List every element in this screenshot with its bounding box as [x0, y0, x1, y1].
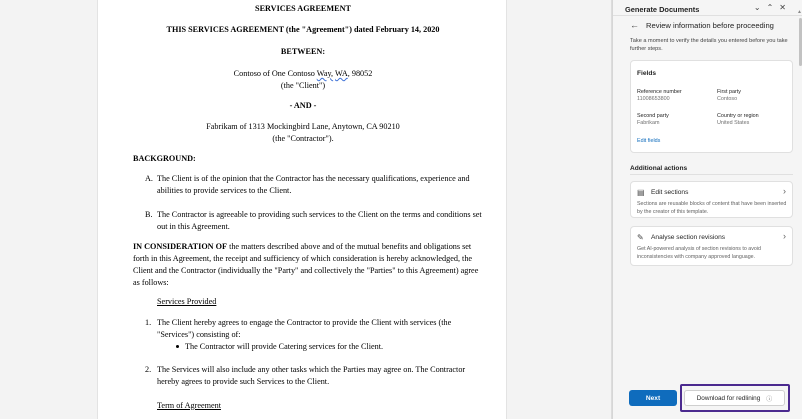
edit-fields-link[interactable]: Edit fields	[637, 138, 661, 144]
background-item-b-line2: out in this Agreement.	[157, 222, 230, 231]
consideration-line4: as follows:	[133, 278, 169, 287]
edit-sections-card[interactable]	[630, 181, 793, 218]
back-arrow-icon[interactable]: ←	[630, 20, 639, 30]
background-item-a-line2: abilities to provide services to the Client.	[157, 186, 292, 195]
field-reference-number: Reference number 11008653800	[637, 89, 682, 102]
field-first-party: First party Contoso	[717, 89, 741, 102]
field-country-or-region: Country or region United States	[717, 113, 759, 126]
list-marker-2: 2.	[145, 365, 152, 374]
services-item-1-line2: "Services") consisting of:	[157, 330, 241, 339]
edit-sections-title: Edit sections	[651, 189, 689, 196]
fields-title: Fields	[637, 70, 657, 77]
review-hint: Take a moment to verify the details you entered before you take further steps.	[630, 38, 788, 52]
list-marker-b: B.	[145, 210, 153, 219]
services-item-2-line2: hereby agrees to provide such Services to the Client.	[157, 377, 330, 386]
term-heading: Term of Agreement	[157, 401, 221, 410]
analyse-revisions-description: Get AI-powered analysis of section revisions to avoid inconsistencies with company approved language.	[637, 246, 761, 260]
generate-documents-panel	[612, 0, 802, 419]
consideration-line1: IN CONSIDERATION OF the matters described above and of the mutual benefits and obligations set	[133, 242, 472, 251]
panel-title: Generate Documents	[625, 5, 700, 14]
scroll-up-arrow-icon[interactable]: ▲	[797, 9, 802, 15]
field-second-party: Second party Fabrikam	[637, 113, 669, 126]
review-title: Review information before proceeding	[646, 20, 774, 30]
edit-sections-description: Sections are reusable blocks of content that have been inserted by the creator of this template.	[637, 201, 787, 215]
services-item-2-line1: The Services will also include any other tasks which the Parties may agree on. The Contractor	[157, 365, 466, 374]
list-marker-a: A.	[145, 174, 153, 183]
background-item-b-line1: The Contractor is agreeable to providing such services to the Client on the terms and conditions set	[157, 210, 482, 219]
chevron-down-icon[interactable]: ⌄	[753, 3, 767, 12]
analyse-revisions-title: Analyse section revisions	[651, 234, 726, 241]
services-item-1-line1: The Client hereby agrees to engage the Contractor to provide the Client with services (the	[157, 318, 452, 327]
analyze-sparkle-icon: ✎	[637, 233, 644, 242]
panel-header-icons	[754, 3, 792, 12]
services-provided-heading: Services Provided	[157, 297, 217, 306]
agreement-intro: THIS SERVICES AGREEMENT (the "Agreement") dated February 14, 2020	[166, 25, 440, 34]
download-button-label: Download for redlining	[696, 394, 761, 402]
analyse-revisions-card[interactable]	[630, 226, 793, 266]
review-header	[630, 20, 774, 30]
info-icon[interactable]: ⓘ	[766, 396, 773, 403]
section-divider	[630, 174, 793, 175]
client-address: Contoso of One Contoso Way, WA, 98052	[233, 69, 373, 78]
pin-icon[interactable]: ⌃	[766, 3, 780, 12]
document-heading: SERVICES AGREEMENT	[255, 4, 351, 13]
contractor-alias: (the "Contractor").	[272, 134, 334, 143]
close-icon[interactable]: ✕	[779, 3, 792, 12]
background-item-a-line1: The Client is of the opinion that the Contractor has the necessary qualifications, experience and	[157, 174, 470, 183]
chevron-right-icon: ›	[783, 231, 786, 241]
consideration-line3: Client and the Contractor (individually the "Party" and collectively the "Parties" to this Agreement) agree	[133, 266, 479, 275]
download-for-redlining-button[interactable]	[684, 390, 785, 406]
list-marker-1: 1.	[145, 318, 152, 327]
sections-icon: ▤	[637, 188, 645, 197]
header-divider	[613, 15, 802, 16]
client-alias: (the "Client")	[280, 81, 326, 90]
services-bullet: The Contractor will provide Catering services for the Client.	[185, 342, 384, 351]
next-button[interactable]: Next	[629, 390, 677, 406]
between-label: BETWEEN:	[280, 47, 326, 56]
bullet-dot	[176, 345, 179, 348]
document-page[interactable]	[97, 0, 507, 419]
background-heading: BACKGROUND:	[133, 154, 196, 163]
chevron-right-icon: ›	[783, 186, 786, 196]
and-separator: - AND -	[289, 101, 317, 110]
additional-actions-heading: Additional actions	[630, 165, 688, 172]
fields-card	[630, 60, 793, 153]
contractor-address: Fabrikam of 1313 Mockingbird Lane, Anytown, CA 90210	[206, 122, 400, 131]
consideration-line2: forth in this Agreement, the receipt and sufficiency of which consideration is hereby acknowledged, the	[133, 254, 473, 263]
